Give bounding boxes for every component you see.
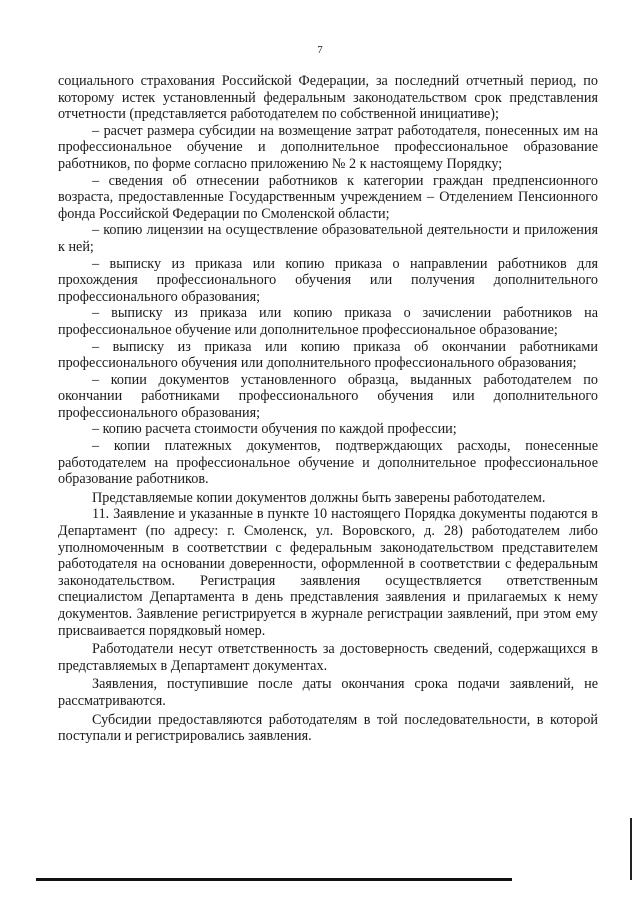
bottom-rule [36,878,512,881]
paragraph-continuation: социального страхования Российской Федерации, за последний отчетный период, по которому истек установленный федеральным законодательством срок представления отчетности (представляется работодателем по собственной инициативе); [58,73,598,123]
list-item-license-copy: – копию лицензии на осуществление образовательной деятельности и приложения к ней; [58,222,598,255]
list-item-order-referral: – выписку из приказа или копию приказа о направлении работников для прохождения профессионального обучения или получения дополнительного профессионального образования; [58,255,598,305]
paragraph-responsibility: Работодатели несут ответственность за достоверность сведений, содержащихся в представляемых в Департамент документах. [58,641,598,674]
page-number: 7 [317,44,323,56]
list-item-certificate-copies: – копии документов установленного образца, выданных работодателем по окончании работниками профессионального обучения или дополнительного профессионального образования; [58,371,598,421]
document-body [58,73,598,745]
list-item-preretirement-info: – сведения об отнесении работников к категории граждан предпенсионного возраста, предоставленные Государственным учреждением – Отделением Пенсионного фонда Российской Федерации по Смоленской области; [58,172,598,222]
scan-edge-mark [630,818,632,880]
paragraph-certification: Представляемые копии документов должны быть заверены работодателем. [92,489,546,506]
paragraph-late-applications: Заявления, поступившие после даты окончания срока подачи заявлений, не рассматриваются. [58,676,598,709]
paragraph-clause-11: 11. Заявление и указанные в пункте 10 настоящего Порядка документы подаются в Департамент (по адресу: г. Смоленск, ул. Воровского, д. 28) работодателем либо уполномоченным в соответствии с федеральным законодательством представителем работодателя на основании доверенности, оформленной в соответствии с федеральным законодательством. Регистрация заявления осуществляется ответственным специалистом Департамента в день представления заявления и прилагаемых к нему документов. Заявление регистрируется в журнале регистрации заявлений, при этом ему присваивается порядковый номер. [58,506,598,639]
list-item-subsidy-calculation: – расчет размера субсидии на возмещение затрат работодателя, понесенных им на профессиональное обучение и дополнительное профессиональное образование работников, по форме согласно приложению № 2 к настоящему Порядку; [58,122,598,172]
list-item-payment-documents: – копии платежных документов, подтверждающих расходы, понесенные работодателем на профессиональное обучение и дополнительное профессиональное образование работников. [58,438,598,488]
list-item-order-enrollment: – выписку из приказа или копию приказа о зачислении работников на профессиональное обучение или дополнительное профессиональное образование; [58,305,598,338]
paragraph-order-of-subsidies: Субсидии предоставляются работодателям в той последовательности, в которой поступали и регистрировались заявления. [58,711,598,745]
list-item-order-completion: – выписку из приказа или копию приказа об окончании работниками профессионального обучения или дополнительного профессионального образования; [58,338,598,372]
list-item-cost-calculation: – копию расчета стоимости обучения по каждой профессии; [92,421,457,438]
